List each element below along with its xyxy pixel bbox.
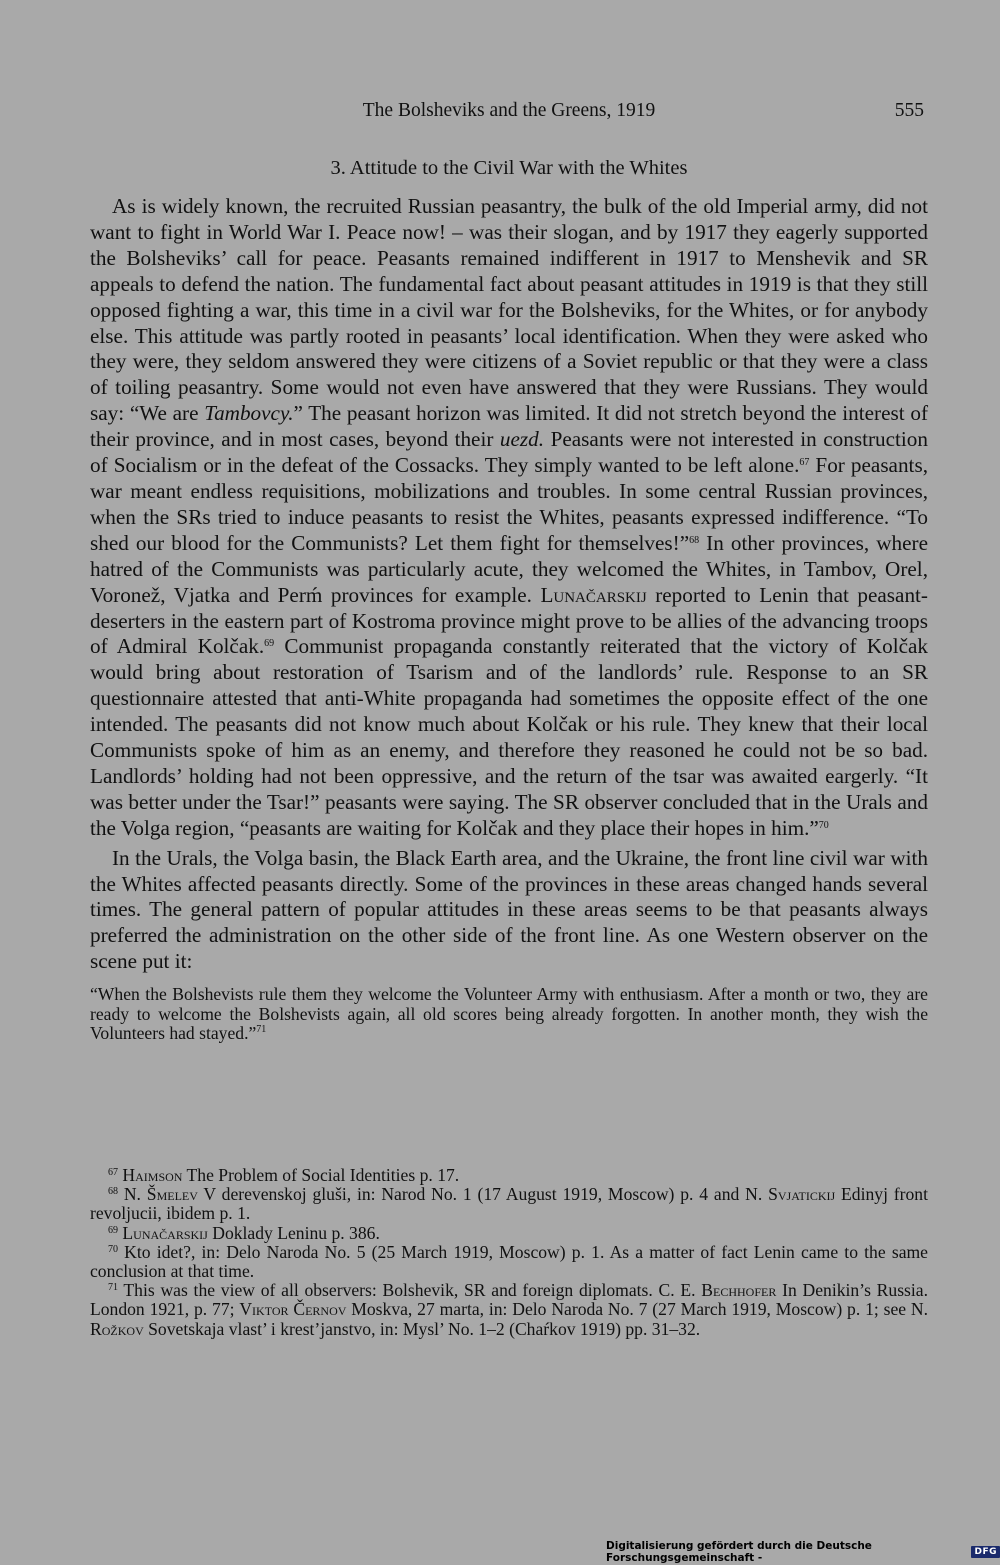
running-title: The Bolsheviks and the Greens, 1919 [362,100,656,121]
footnote-67 [90,1166,928,1185]
paragraph-1-text-7: Communist propaganda constantly reiterated that the victory of Kolčak would bring about restoration of Tsarism and of the landlords’ rule. Response to an SR questionnaire attested that anti-White propaganda had sometimes the opposite effect of the one intended. The peasants did not know much about Kolčak or his rule. They knew that their local Communists spoke of him as an enemy, and therefore they reasoned he could not be so bad. Landlords’ holding had not been oppressive, and the return of the tsar was awaited eargerly. “It was better under the Tsar!” peasants were saying. The SR observer concluded that in the Urals and the Volga region, “peasants are waiting for Kolčak and they place their hopes in him.” [90,634,928,840]
paragraph-1-text-6: reported to Lenin that peasant-deserters in the eastern part of Kostroma province might prove to be allies of the advancing troops of Admiral Kolčak. [90,582,928,659]
author-name: Bechhofer [701,1280,777,1301]
footnote-71 [90,1281,928,1339]
footnote-text: V derevenskoj gluši, in: Narod No. 1 (17 August 1919, Moscow) p. 4 and N. [197,1184,769,1205]
footnote-ref-67[interactable]: 67 [799,457,810,469]
footnote-text: Sovetskaja vlast’ i krest’janstvo, in: Mysl’ No. 1–2 (Chaŕkov 1919) pp. 31–32. [143,1318,701,1339]
footnote-text: In Denikin’s Russia. London 1921, p. 77; [90,1280,928,1320]
paragraph-1-text-4: For peasants, war meant endless requisitions, mobilizations and troubles. In some central Russian provinces, when the SRs tried to induce peasants to resist the Whites, peasants expressed indifference. “To shed our blood for the Communists? Let them fight for themselves!” [90,453,928,555]
footnotes [90,1166,928,1339]
page-number: 555 [894,100,924,121]
paragraph-1-text-5: In other provinces, where hatred of the Communists was particularly acute, they welcomed the Whites, in Tambov, Orel, Voronež, Vjatka and Perḿ provinces for example. [90,530,928,607]
footnote-ref-68[interactable]: 68 [689,534,700,546]
block-quote [90,985,928,1044]
funding-notice[interactable] [606,1540,1000,1564]
footnote-70 [90,1243,928,1281]
footnote-text: Kto idet?, in: Delo Naroda No. 5 (25 March 1919, Moscow) p. 1. As a matter of fact Lenin came to the same conclusion at that time. [90,1241,928,1282]
footnote-68 [90,1185,928,1223]
funding-text: Digitalisierung gefördert durch die Deutsche Forschungsgemeinschaft - [606,1540,872,1564]
footnote-ref-71[interactable]: 71 [256,1024,267,1036]
author-name: Rožkov [90,1318,144,1339]
footnote-text: Doklady Leninu p. 386. [207,1222,380,1243]
footnote-text: Edinyj front revoljucii, ibidem p. 1. [90,1184,928,1224]
author-name: Svjatickij [768,1184,836,1205]
footnote-number: 70 [108,1243,118,1255]
block-quote-text: “When the Bolshevists rule them they welcome the Volunteer Army with enthusiasm. After a month or two, they are ready to welcome the Bolshevists again, all old scores being already forgotten. In another month, they wish the Volunteers had stayed.” [90,984,928,1044]
italic-term-tambovcy: Tambovcy. [204,401,294,426]
section-heading: 3. Attitude to the Civil War with the Whites [330,157,688,179]
paragraph-1-text-2: ” The peasant horizon was limited. It did not stretch beyond the interest of their province, and in most cases, beyond their [90,401,928,452]
footnote-text: Moskva, 27 marta, in: Delo Naroda No. 7 (27 March 1919, Moscow) p. 1; see N. [346,1299,928,1320]
footnote-number: 67 [108,1167,118,1178]
paragraph-2: In the Urals, the Volga basin, the Black Earth area, and the Ukraine, the front line civil war with the Whites affected peasants directly. Some of the provinces in these areas changed hands several times. The general pattern of popular attitudes in these areas seems to be that peasants always preferred the administration on the other side of the front line. As one Western observer on the scene put it: [90,845,928,974]
author-name: Lunačarskij [122,1222,208,1243]
author-name: Viktor Černov [239,1299,347,1320]
footnote-number: 68 [108,1186,118,1198]
footnote-ref-69[interactable]: 69 [264,638,275,650]
paragraph-1-text-3: Peasants were not interested in construction of Socialism or in the defeat of the Cossacks. They simply wanted to be left alone. [90,427,928,478]
footnote-text: The Problem of Social Identities p. 17. [182,1165,460,1185]
footnote-text: N. [118,1184,147,1205]
footnote-number: 69 [108,1224,118,1236]
dfg-logo-icon: DFG [971,1546,1000,1558]
footnote-ref-70[interactable]: 70 [818,819,829,831]
body-text [90,194,928,1044]
footnote-69 [90,1224,928,1243]
footnote-text: This was the view of all observers: Bolshevik, SR and foreign diplomats. C. E. [118,1280,702,1301]
author-name-lunacarskij: Lunačarskij [540,582,647,607]
footnote-number: 71 [108,1282,118,1294]
paragraph-1 [90,194,928,842]
running-head [90,100,928,130]
author-name: Haimson [122,1165,183,1185]
author-name: Šmelev [146,1184,198,1205]
italic-term-uezd: uezd. [499,427,545,452]
paragraph-1-text-1: As is widely known, the recruited Russian peasantry, the bulk of the old Imperial army, did not want to fight in World War I. Peace now! – was their slogan, and by 1917 they eagerly supported the Bolsheviks’ call for peace. Peasants remained indifferent in 1917 to Menshevik and SR appeals to defend the nation. The fundamental fact about peasant attitudes in 1919 is that they still opposed fighting a war, this time in a civil war for the Bolsheviks, for the Whites, or for anybody else. This attitude was partly rooted in peasants’ local identification. When they were asked who they were, they seldom answered they were citizens of a Soviet republic or that they were a class of toiling peasantry. Some would not even have answered that they were Russians. They would say: “We are [90,194,928,426]
